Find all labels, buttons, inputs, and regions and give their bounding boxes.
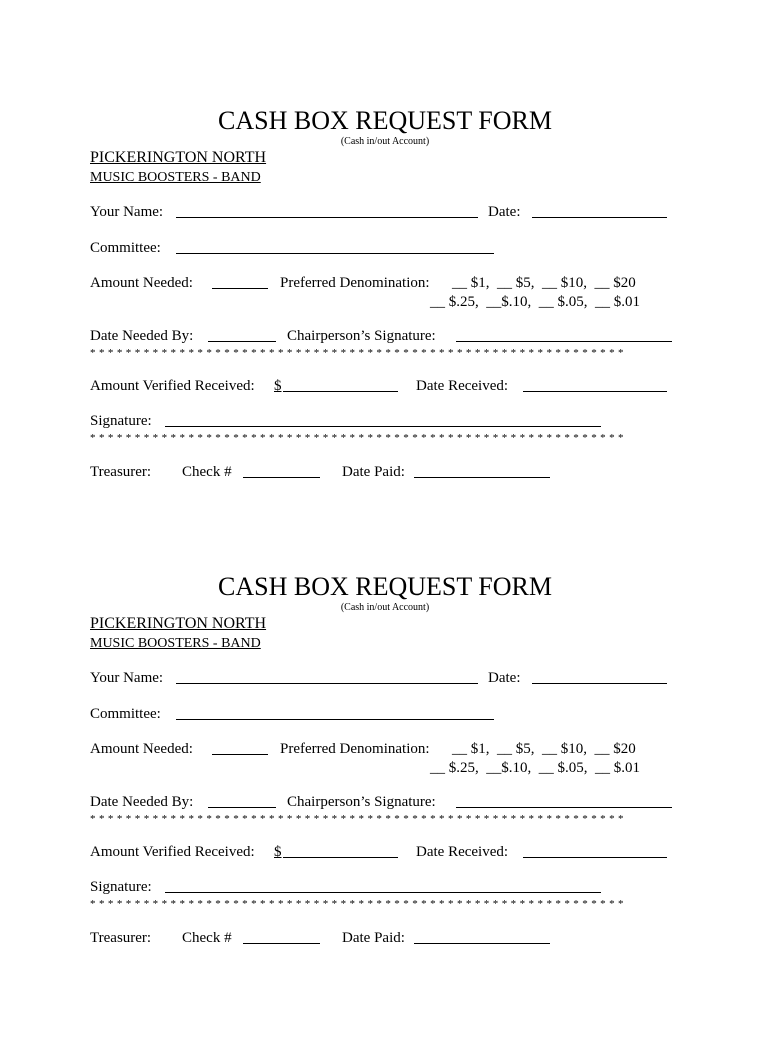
- date-received-label: Date Received:: [416, 844, 509, 860]
- date-field[interactable]: [532, 683, 667, 684]
- signature-label: Signature:: [90, 413, 152, 429]
- check-number-label: Check #: [182, 464, 232, 480]
- amount-verified-label: Amount Verified Received:: [90, 378, 255, 394]
- org-name: PICKERINGTON NORTH: [90, 149, 267, 166]
- signature-label: Signature:: [90, 879, 152, 895]
- date-needed-label: Date Needed By:: [90, 328, 194, 344]
- date-paid-field[interactable]: [414, 477, 550, 478]
- separator-line: ************************************************************: [90, 432, 627, 444]
- committee-field[interactable]: [176, 253, 494, 254]
- cash-box-request-form-1: [0, 106, 770, 576]
- amount-verified-label: Amount Verified Received:: [90, 844, 255, 860]
- denominations-row-2[interactable]: __ $.25, __$.10, __ $.05, __ $.01: [430, 294, 640, 310]
- chair-signature-field[interactable]: [456, 807, 672, 808]
- chair-signature-label: Chairperson’s Signature:: [287, 794, 436, 810]
- amount-needed-label: Amount Needed:: [90, 741, 193, 757]
- your-name-label: Your Name:: [90, 670, 164, 686]
- treasurer-label: Treasurer:: [90, 464, 152, 480]
- check-number-label: Check #: [182, 930, 232, 946]
- date-label: Date:: [488, 204, 521, 220]
- date-received-field[interactable]: [523, 857, 667, 858]
- form-subtitle: (Cash in/out Account): [340, 602, 430, 613]
- amount-verified-field[interactable]: [283, 391, 398, 392]
- chair-signature-label: Chairperson’s Signature:: [287, 328, 436, 344]
- chair-signature-field[interactable]: [456, 341, 672, 342]
- preferred-denomination-label: Preferred Denomination:: [280, 741, 430, 757]
- date-needed-field[interactable]: [208, 807, 276, 808]
- cash-box-request-form-2: [0, 572, 770, 1042]
- date-paid-label: Date Paid:: [342, 464, 405, 480]
- date-label: Date:: [488, 670, 521, 686]
- amount-verified-field[interactable]: [283, 857, 398, 858]
- form-subtitle: (Cash in/out Account): [340, 136, 430, 147]
- date-received-field[interactable]: [523, 391, 667, 392]
- signature-field[interactable]: [165, 426, 601, 427]
- amount-needed-field[interactable]: [212, 754, 268, 755]
- check-number-field[interactable]: [243, 477, 320, 478]
- your-name-field[interactable]: [176, 217, 478, 218]
- date-field[interactable]: [532, 217, 667, 218]
- denominations-row-1[interactable]: __ $1, __ $5, __ $10, __ $20: [452, 741, 636, 757]
- committee-label: Committee:: [90, 240, 161, 256]
- amount-needed-label: Amount Needed:: [90, 275, 193, 291]
- org-name: PICKERINGTON NORTH: [90, 615, 267, 632]
- committee-label: Committee:: [90, 706, 161, 722]
- separator-line: ************************************************************: [90, 347, 627, 359]
- amount-needed-field[interactable]: [212, 288, 268, 289]
- date-needed-label: Date Needed By:: [90, 794, 194, 810]
- form-title: CASH BOX REQUEST FORM: [218, 106, 552, 135]
- dollar-sign: $: [274, 378, 282, 394]
- denominations-row-2[interactable]: __ $.25, __$.10, __ $.05, __ $.01: [430, 760, 640, 776]
- date-paid-field[interactable]: [414, 943, 550, 944]
- date-paid-label: Date Paid:: [342, 930, 405, 946]
- dollar-sign: $: [274, 844, 282, 860]
- dept-name: MUSIC BOOSTERS - BAND: [90, 636, 261, 651]
- dept-name: MUSIC BOOSTERS - BAND: [90, 170, 261, 185]
- treasurer-label: Treasurer:: [90, 930, 152, 946]
- date-needed-field[interactable]: [208, 341, 276, 342]
- separator-line: ************************************************************: [90, 898, 627, 910]
- denominations-row-1[interactable]: __ $1, __ $5, __ $10, __ $20: [452, 275, 636, 291]
- preferred-denomination-label: Preferred Denomination:: [280, 275, 430, 291]
- your-name-label: Your Name:: [90, 204, 164, 220]
- check-number-field[interactable]: [243, 943, 320, 944]
- committee-field[interactable]: [176, 719, 494, 720]
- form-title: CASH BOX REQUEST FORM: [218, 572, 552, 601]
- your-name-field[interactable]: [176, 683, 478, 684]
- separator-line: ************************************************************: [90, 813, 627, 825]
- signature-field[interactable]: [165, 892, 601, 893]
- date-received-label: Date Received:: [416, 378, 509, 394]
